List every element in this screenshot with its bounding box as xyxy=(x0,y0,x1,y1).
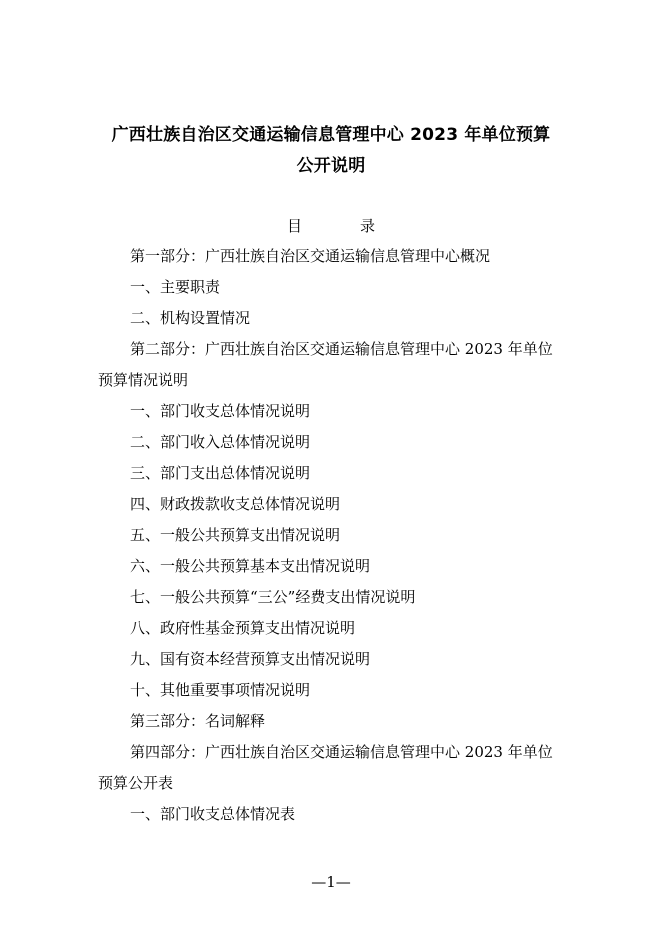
toc-entry-2-7: 七、一般公共预算“三公”经费支出情况说明 xyxy=(130,588,416,606)
toc-heading-right: 录 xyxy=(360,217,376,235)
toc-entry-2-9: 九、国有资本经营预算支出情况说明 xyxy=(130,650,371,668)
toc-entry-2-1: 一、部门收支总体情况说明 xyxy=(130,402,311,420)
toc-entry-part-2-cont: 预算情况说明 xyxy=(98,371,189,389)
toc-entry-4-1: 一、部门收支总体情况表 xyxy=(130,805,296,823)
toc-entry-part-1: 第一部分：广西壮族自治区交通运输信息管理中心概况 xyxy=(130,247,491,265)
toc-entry-2-4: 四、财政拨款收支总体情况说明 xyxy=(130,495,341,513)
toc-entry-2-5: 五、一般公共预算支出情况说明 xyxy=(130,526,341,544)
toc-entry-1-2: 二、机构设置情况 xyxy=(130,309,251,327)
toc-entry-2-6: 六、一般公共预算基本支出情况说明 xyxy=(130,557,371,575)
document-title-line-2: 公开说明 xyxy=(296,156,366,176)
toc-entry-1-1: 一、主要职责 xyxy=(130,278,221,296)
toc-entry-part-3: 第三部分：名词解释 xyxy=(130,712,266,730)
toc-heading-left: 目 xyxy=(286,217,302,235)
toc-entry-part-2: 第二部分：广西壮族自治区交通运输信息管理中心 2023 年单位 xyxy=(130,340,553,358)
toc-entry-part-4-cont: 预算公开表 xyxy=(98,774,174,792)
document-title-line-1: 广西壮族自治区交通运输信息管理中心 2023 年单位预算 xyxy=(111,125,551,145)
toc-entry-2-8: 八、政府性基金预算支出情况说明 xyxy=(130,619,356,637)
toc-entry-part-4: 第四部分：广西壮族自治区交通运输信息管理中心 2023 年单位 xyxy=(130,743,553,761)
toc-entry-2-3: 三、部门支出总体情况说明 xyxy=(130,464,311,482)
toc-heading xyxy=(0,215,662,236)
page-number: —1— xyxy=(311,873,351,891)
toc-entry-2-2: 二、部门收入总体情况说明 xyxy=(130,433,311,451)
toc-entry-2-10: 十、其他重要事项情况说明 xyxy=(130,681,311,699)
